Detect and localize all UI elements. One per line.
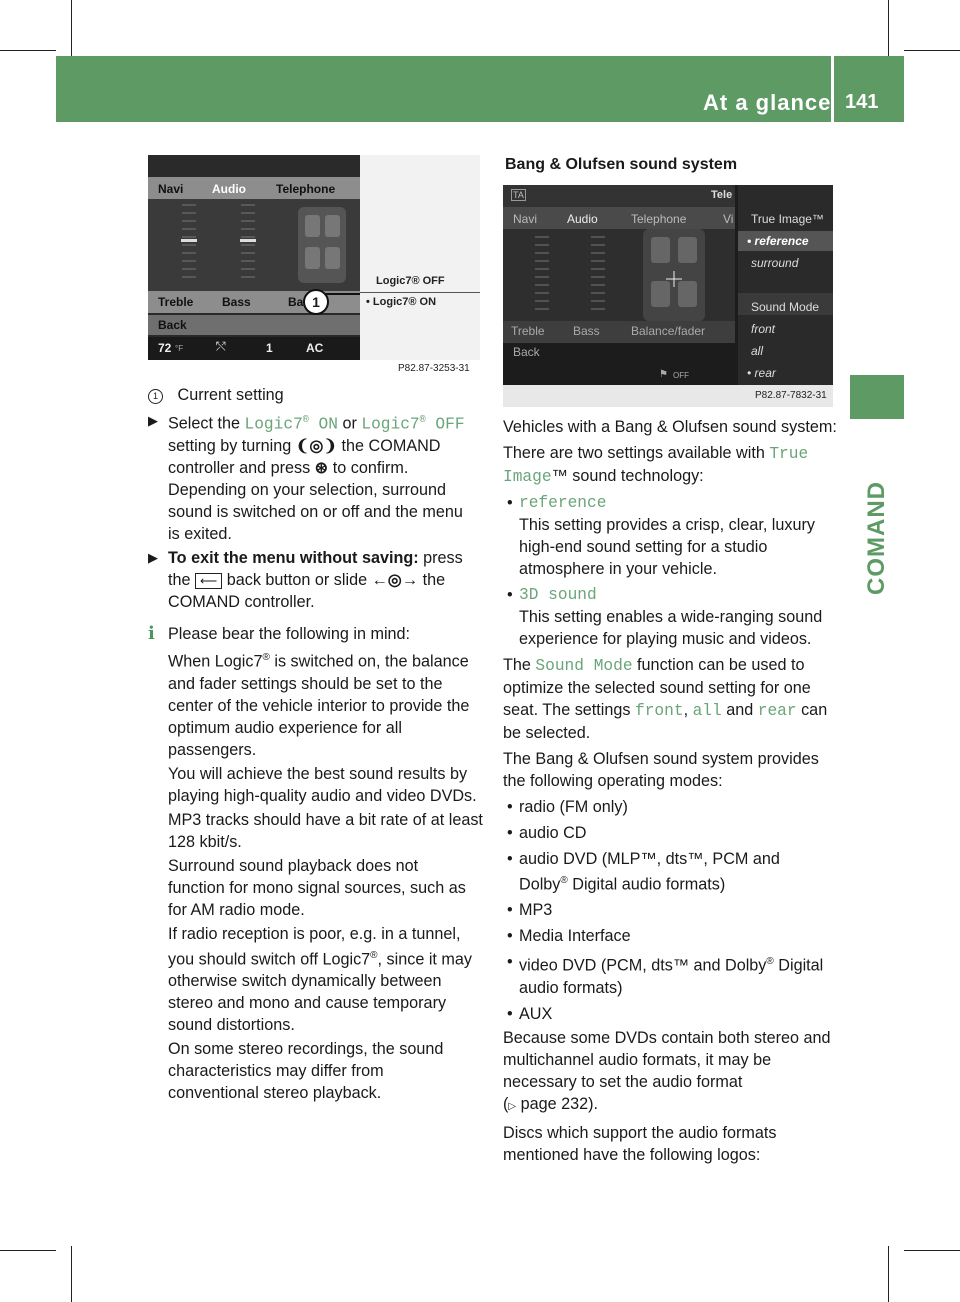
rotate-controller-icon: ❨◎❩: [295, 437, 338, 456]
step-1: ▶ Select the Logic7® ON or Logic7® OFF setting by turning ❨◎❩ the COMAND controller and press ⊛ to confirm. Depending on your selection, surround sound is switched on or off and the menu is exited.: [148, 410, 488, 545]
header-title: At a glance: [703, 90, 832, 115]
right-column: Vehicles with a Bang & Olufsen sound system: There are two settings available with True Image™ sound technology: • reference This setting provides a crisp, clear, luxury high-end sound setting for a studio atmosphere in your vehicle. • 3D sound This setting enables a wide-ranging sound experience for playing music and videos. The Sound Mode function can be used to optimize the selected sound setting for one seat. The settings front, all and rear can be selected. The Bang & Olufsen sound system provides the following operating modes: • radio (FM only) • audio CD • audio DVD (MLP™, dts™, PCM and Dolby® Digital audio formats) • MP3 • Media Interface • video DVD (PCM, dts™ and Dolby® Digital audio formats) • AUX Because some DVDs contain both stereo and multichannel audio formats, it may be necessary to set the audio format (▷ page 232). Discs which support the audio formats mentioned have the following logos:: [503, 416, 843, 1166]
sound-sliders-graphic: [148, 199, 360, 291]
bullet-3d-sound: • 3D sound This setting enables a wide-ranging sound experience for playing music and videos.: [507, 584, 843, 650]
screen-label-treble: Treble: [511, 324, 545, 338]
page-number: 141: [845, 91, 879, 113]
screen-tab-audio: Audio: [212, 182, 246, 196]
fan-icon: ⤲: [216, 339, 226, 353]
crop-mark: [0, 1250, 56, 1251]
screen-back: Back: [513, 345, 540, 359]
menu-surround: surround: [751, 256, 799, 270]
list-item: • radio (FM only): [507, 796, 843, 818]
list-item: • audio CD: [507, 822, 843, 844]
screen-label-balance: Ba: [288, 295, 304, 309]
figure-logic7-screen: [148, 155, 481, 377]
option-logic7-off: Logic7® OFF: [376, 275, 445, 287]
list-item: • MP3: [507, 899, 843, 921]
legend-number: 1: [148, 389, 163, 404]
list-item: • video DVD (PCM, dts™ and Dolby® Digital audio formats): [507, 951, 843, 998]
crop-mark: [71, 0, 72, 56]
side-tab: [850, 375, 904, 419]
menu-reference: • reference: [747, 234, 809, 248]
step-arrow-icon: ▶: [148, 550, 158, 566]
crop-mark: [888, 1246, 889, 1302]
screen-tab-telephone: Telephone: [631, 212, 687, 226]
slide-controller-icon: ←◎→: [371, 571, 419, 590]
crop-mark: [888, 0, 889, 56]
header-divider: [831, 56, 834, 122]
info-icon: i: [148, 623, 155, 645]
section-heading: Bang & Olufsen sound system: [505, 156, 738, 173]
screen-ac: AC: [306, 341, 324, 355]
option-logic7-on: • Logic7® ON: [366, 296, 437, 308]
page-ref-icon: ▷: [508, 1100, 517, 1112]
list-item: • audio DVD (MLP™, dts™, PCM and Dolby® Digital audio formats): [507, 848, 843, 895]
side-tab-label: COMAND: [863, 481, 890, 595]
menu-rear: • rear: [747, 366, 776, 380]
screen-back: Back: [158, 318, 187, 332]
callout-1: 1: [303, 289, 329, 315]
legend-item: [148, 384, 488, 408]
screen-label-bass: Bass: [573, 324, 600, 338]
screen-fan-level: 1: [266, 341, 273, 355]
crop-mark: [0, 50, 56, 51]
menu-sound-mode: Sound Mode: [751, 300, 820, 314]
screen-label-bass: Bass: [222, 295, 251, 309]
screen-off-label: OFF: [673, 371, 689, 380]
screen-tab-navi: Navi: [513, 212, 538, 226]
screen-temp-unit: °F: [175, 344, 184, 353]
screen-temp: 72: [158, 341, 172, 355]
screen-label-treble: Treble: [158, 295, 194, 309]
menu-front: front: [751, 322, 776, 336]
legend-text: Current setting: [177, 386, 284, 404]
press-controller-icon: ⊛: [314, 459, 329, 478]
screen-tab-video: Vi: [723, 212, 734, 226]
screen-off-icon: ⚑: [659, 369, 668, 380]
back-button-icon: ⟵: [195, 573, 222, 589]
crop-mark: [904, 1250, 960, 1251]
left-column: [148, 384, 488, 1104]
step-2: ▶ To exit the menu without saving: press the ⟵ back button or slide ←◎→ the COMAND controller.: [148, 549, 463, 612]
screen-tab-audio: Audio: [567, 212, 598, 226]
figure-code: P82.87-3253-31: [398, 363, 470, 374]
crop-mark: [904, 50, 960, 51]
figure-bo-screen: [503, 185, 833, 407]
bullet-reference: • reference This setting provides a crisp, clear, luxury high-end sound setting for a studio atmosphere in your vehicle.: [507, 492, 843, 580]
screen-tab-telephone: Telephone: [276, 182, 336, 196]
sound-balance-graphic: [503, 229, 735, 321]
figure-code: P82.87-7832-31: [755, 390, 827, 401]
screen-icon-ta: TA: [513, 190, 524, 200]
list-item: • AUX: [507, 1003, 843, 1025]
modes-list: [507, 796, 843, 1025]
crop-mark: [71, 1246, 72, 1302]
menu-true-image: True Image™: [751, 212, 824, 226]
screen-label-balance: Balance/fader: [631, 324, 706, 338]
screen-tab-navi: Navi: [158, 182, 184, 196]
screen-topright: Tele: [711, 189, 733, 201]
step-arrow-icon: ▶: [148, 413, 158, 428]
list-item: • Media Interface: [507, 925, 843, 947]
menu-all: all: [751, 344, 764, 358]
note-block: i Please bear the following in mind: When Logic7® is switched on, the balance and fader settings should be set to the center of the vehicle interior to provide the optimum audio experience for all passengers. You will achieve the best sound results by playing high-quality audio and video DVDs. MP3 tracks should have a bit rate of at least 128 kbit/s. Surround sound playback does not function for mono signal sources, such as for AM radio mode. If radio reception is poor, e.g. in a tunnel, you should switch off Logic7®, since it may otherwise switch dynamically between stereo and mono and cause temporary sound distortions. On some stereo recordings, the sound characteristics may differ from conventional stereo playback.: [148, 623, 483, 1103]
